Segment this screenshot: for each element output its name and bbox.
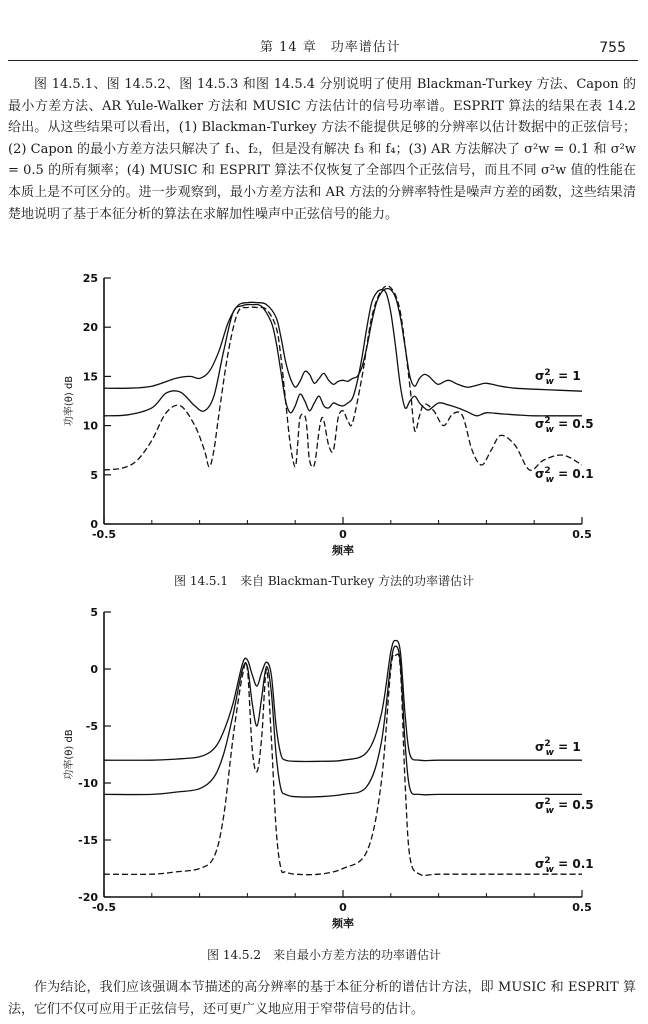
x-tick-label: 0 (339, 901, 347, 914)
x-tick-label: 0.5 (572, 528, 592, 541)
figure-2-chart (0, 600, 648, 940)
y-tick-label: 10 (82, 419, 98, 433)
body-paragraph-2: 作为结论，我们应该强调本节描述的高分辨率的基于本征分析的谱估计方法，即 MUSIC 和 ESPRIT 算法，它们不仅可应用于正弦信号，还可更广义地应用于窄带信号的估计。 (8, 980, 636, 1017)
y-axis-label: 功率(θ) dB (64, 729, 75, 780)
noise-variance-label: $\sigma^2$ w = 1 (535, 368, 581, 387)
noise-variance-label: $\sigma^2$ w = 1 (535, 739, 581, 758)
y-tick-label: 0 (90, 518, 98, 531)
y-tick-label: 20 (82, 321, 98, 335)
y-tick-label: 0 (90, 663, 98, 676)
y-tick-label: -10 (78, 777, 98, 790)
figure-2-caption: 图 14.5.2 来自最小方差方法的功率谱估计 (207, 948, 441, 962)
noise-variance-label: $\sigma^2$ w = 0.5 (535, 797, 594, 816)
page-header (0, 0, 648, 62)
series-line-3 (104, 654, 582, 875)
noise-variance-label: $\sigma^2$ w = 0.1 (535, 466, 594, 485)
series-line-2 (104, 290, 582, 416)
page-number: 755 (599, 40, 626, 56)
y-tick-label: 5 (90, 606, 98, 619)
x-axis-label: 频率 (332, 917, 354, 930)
y-tick-label: -5 (85, 720, 98, 733)
y-tick-label: -20 (78, 891, 98, 904)
y-tick-label: -15 (78, 834, 98, 847)
body-paragraph-1: 图 14.5.1、图 14.5.2、图 14.5.3 和图 14.5.4 分别说明了使用 Blackman-Turkey 方法、Capon 的最小方差方法、AR Yule-Walker 方法和 MUSIC 方法估计的信号功率谱。ESPRIT 算法的结果在表 14.2 给出。从这些结果可以看出，(1) Blackman-Turkey 方法不能提供足够的分辨率以估计数据中的正弦信号；(2) Capon 的最小方差方法只解决了 f₁、f₂，但是没有解决 f₃ 和 f₄；(3) AR 方法解决了 σ²w = 0.1 和 σ²w = 0.5 的所有频率；(4) MUSIC 和 ESPRIT 算法不仅恢复了全部四个正弦信号，而且不同 σ²w 值的性能在本质上是不可区分的。进一步观察到，最小方差方法和 AR 方法的分辨率特性是噪声方差的函数，这些结果清楚地说明了基于本征分析的算法在求解加性噪声中正弦信号的能力。 (8, 77, 636, 222)
noise-variance-label: $\sigma^2$ w = 0.1 (535, 856, 594, 875)
y-tick-label: 15 (82, 370, 98, 384)
x-tick-label: 0 (339, 528, 347, 541)
y-tick-label: 5 (90, 468, 98, 482)
chapter-title: 第 14 章 功率谱估计 (260, 40, 401, 55)
y-tick-label: 25 (82, 272, 98, 285)
noise-variance-label: $\sigma^2$ w = 0.5 (535, 416, 594, 435)
x-tick-label: -0.5 (91, 528, 117, 541)
header-rule (8, 60, 638, 61)
x-tick-label: -0.5 (91, 901, 117, 914)
figure-1-caption: 图 14.5.1 来自 Blackman-Turkey 方法的功率谱估计 (174, 574, 474, 588)
series-line-1 (104, 640, 582, 761)
figure-1-chart (0, 266, 648, 566)
y-axis-label: 功率(θ) dB (64, 375, 75, 427)
series-line-1 (104, 289, 582, 392)
x-axis-label: 频率 (332, 544, 354, 557)
x-tick-label: 0.5 (572, 901, 592, 914)
series-line-2 (104, 646, 582, 797)
